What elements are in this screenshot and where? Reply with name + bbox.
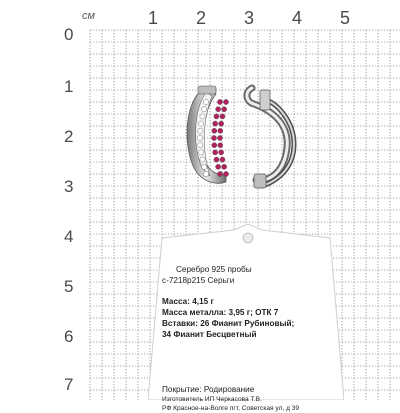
gemstone bbox=[214, 157, 219, 162]
gemstone bbox=[197, 135, 202, 140]
tag-inserts-2: 34 Фианит Бесцветный bbox=[162, 330, 257, 339]
gemstone bbox=[198, 128, 203, 133]
gemstone bbox=[223, 99, 228, 104]
gemstone bbox=[203, 171, 208, 176]
gemstone bbox=[222, 164, 227, 169]
tag-article: с-7218р215 Серьги bbox=[162, 276, 235, 285]
tag-text-block bbox=[162, 264, 352, 413]
ruler-left-mark-1: 1 bbox=[64, 77, 74, 96]
gemstone bbox=[202, 164, 207, 169]
ruler-top-mark-5: 5 bbox=[340, 8, 351, 28]
gemstone bbox=[220, 114, 225, 119]
gemstone bbox=[219, 121, 224, 126]
gemstone bbox=[200, 114, 205, 119]
ruler-left-mark-3: 3 bbox=[64, 177, 74, 196]
gemstone bbox=[218, 143, 223, 148]
gemstone bbox=[213, 150, 218, 155]
gemstone bbox=[200, 157, 205, 162]
gemstone bbox=[217, 171, 222, 176]
tag-coating: Покрытие: Родирование bbox=[162, 385, 255, 394]
ruler-unit-label: см bbox=[82, 10, 96, 22]
tag-inserts-1: Вставки: 26 Фианит Рубиновый; bbox=[162, 319, 295, 328]
ruler-left-mark-4: 4 bbox=[64, 227, 74, 246]
gemstone bbox=[216, 107, 221, 112]
ruler-top-mark-2: 2 bbox=[196, 8, 207, 28]
ruler-left-mark-6: 6 bbox=[64, 327, 74, 346]
gemstone bbox=[212, 128, 217, 133]
front-earring bbox=[187, 86, 229, 183]
ruler-top-mark-4: 4 bbox=[292, 8, 303, 28]
earrings-photo bbox=[180, 82, 330, 192]
gemstone bbox=[213, 121, 218, 126]
ruler-left-mark-2: 2 bbox=[64, 127, 74, 146]
ruler-left-mark-0: 0 bbox=[64, 25, 74, 44]
tag-material: Серебро 925 пробы bbox=[176, 265, 252, 274]
gemstone bbox=[220, 157, 225, 162]
gemstone bbox=[211, 135, 216, 140]
gemstone bbox=[198, 143, 203, 148]
ruler-left-mark-7: 7 bbox=[64, 375, 74, 394]
gemstone bbox=[217, 135, 222, 140]
gemstone bbox=[222, 107, 227, 112]
gemstone bbox=[223, 171, 228, 176]
gemstone bbox=[219, 150, 224, 155]
gemstone bbox=[202, 107, 207, 112]
ruler-left-mark-5: 5 bbox=[64, 277, 74, 296]
gemstone bbox=[217, 99, 222, 104]
tag-address: РФ Красное-на-Волге пгт, Советская ул, д 39 bbox=[162, 405, 300, 412]
ruler-top-mark-1: 1 bbox=[148, 8, 159, 28]
gemstone bbox=[216, 164, 221, 169]
gemstone bbox=[199, 150, 204, 155]
gemstone bbox=[214, 114, 219, 119]
gemstone bbox=[218, 128, 223, 133]
ruler-top-mark-3: 3 bbox=[244, 8, 255, 28]
gemstone bbox=[212, 143, 217, 148]
tag-maker: Изготовитель ИП Черкасова Т.В. bbox=[162, 396, 262, 403]
gemstone bbox=[203, 99, 208, 104]
tag-metal-mass: Масса металла: 3,95 г; ОТК 7 bbox=[162, 308, 279, 317]
tag-mass: Масса: 4,15 г bbox=[162, 297, 214, 306]
back-earring bbox=[247, 88, 294, 188]
gemstone bbox=[199, 121, 204, 126]
